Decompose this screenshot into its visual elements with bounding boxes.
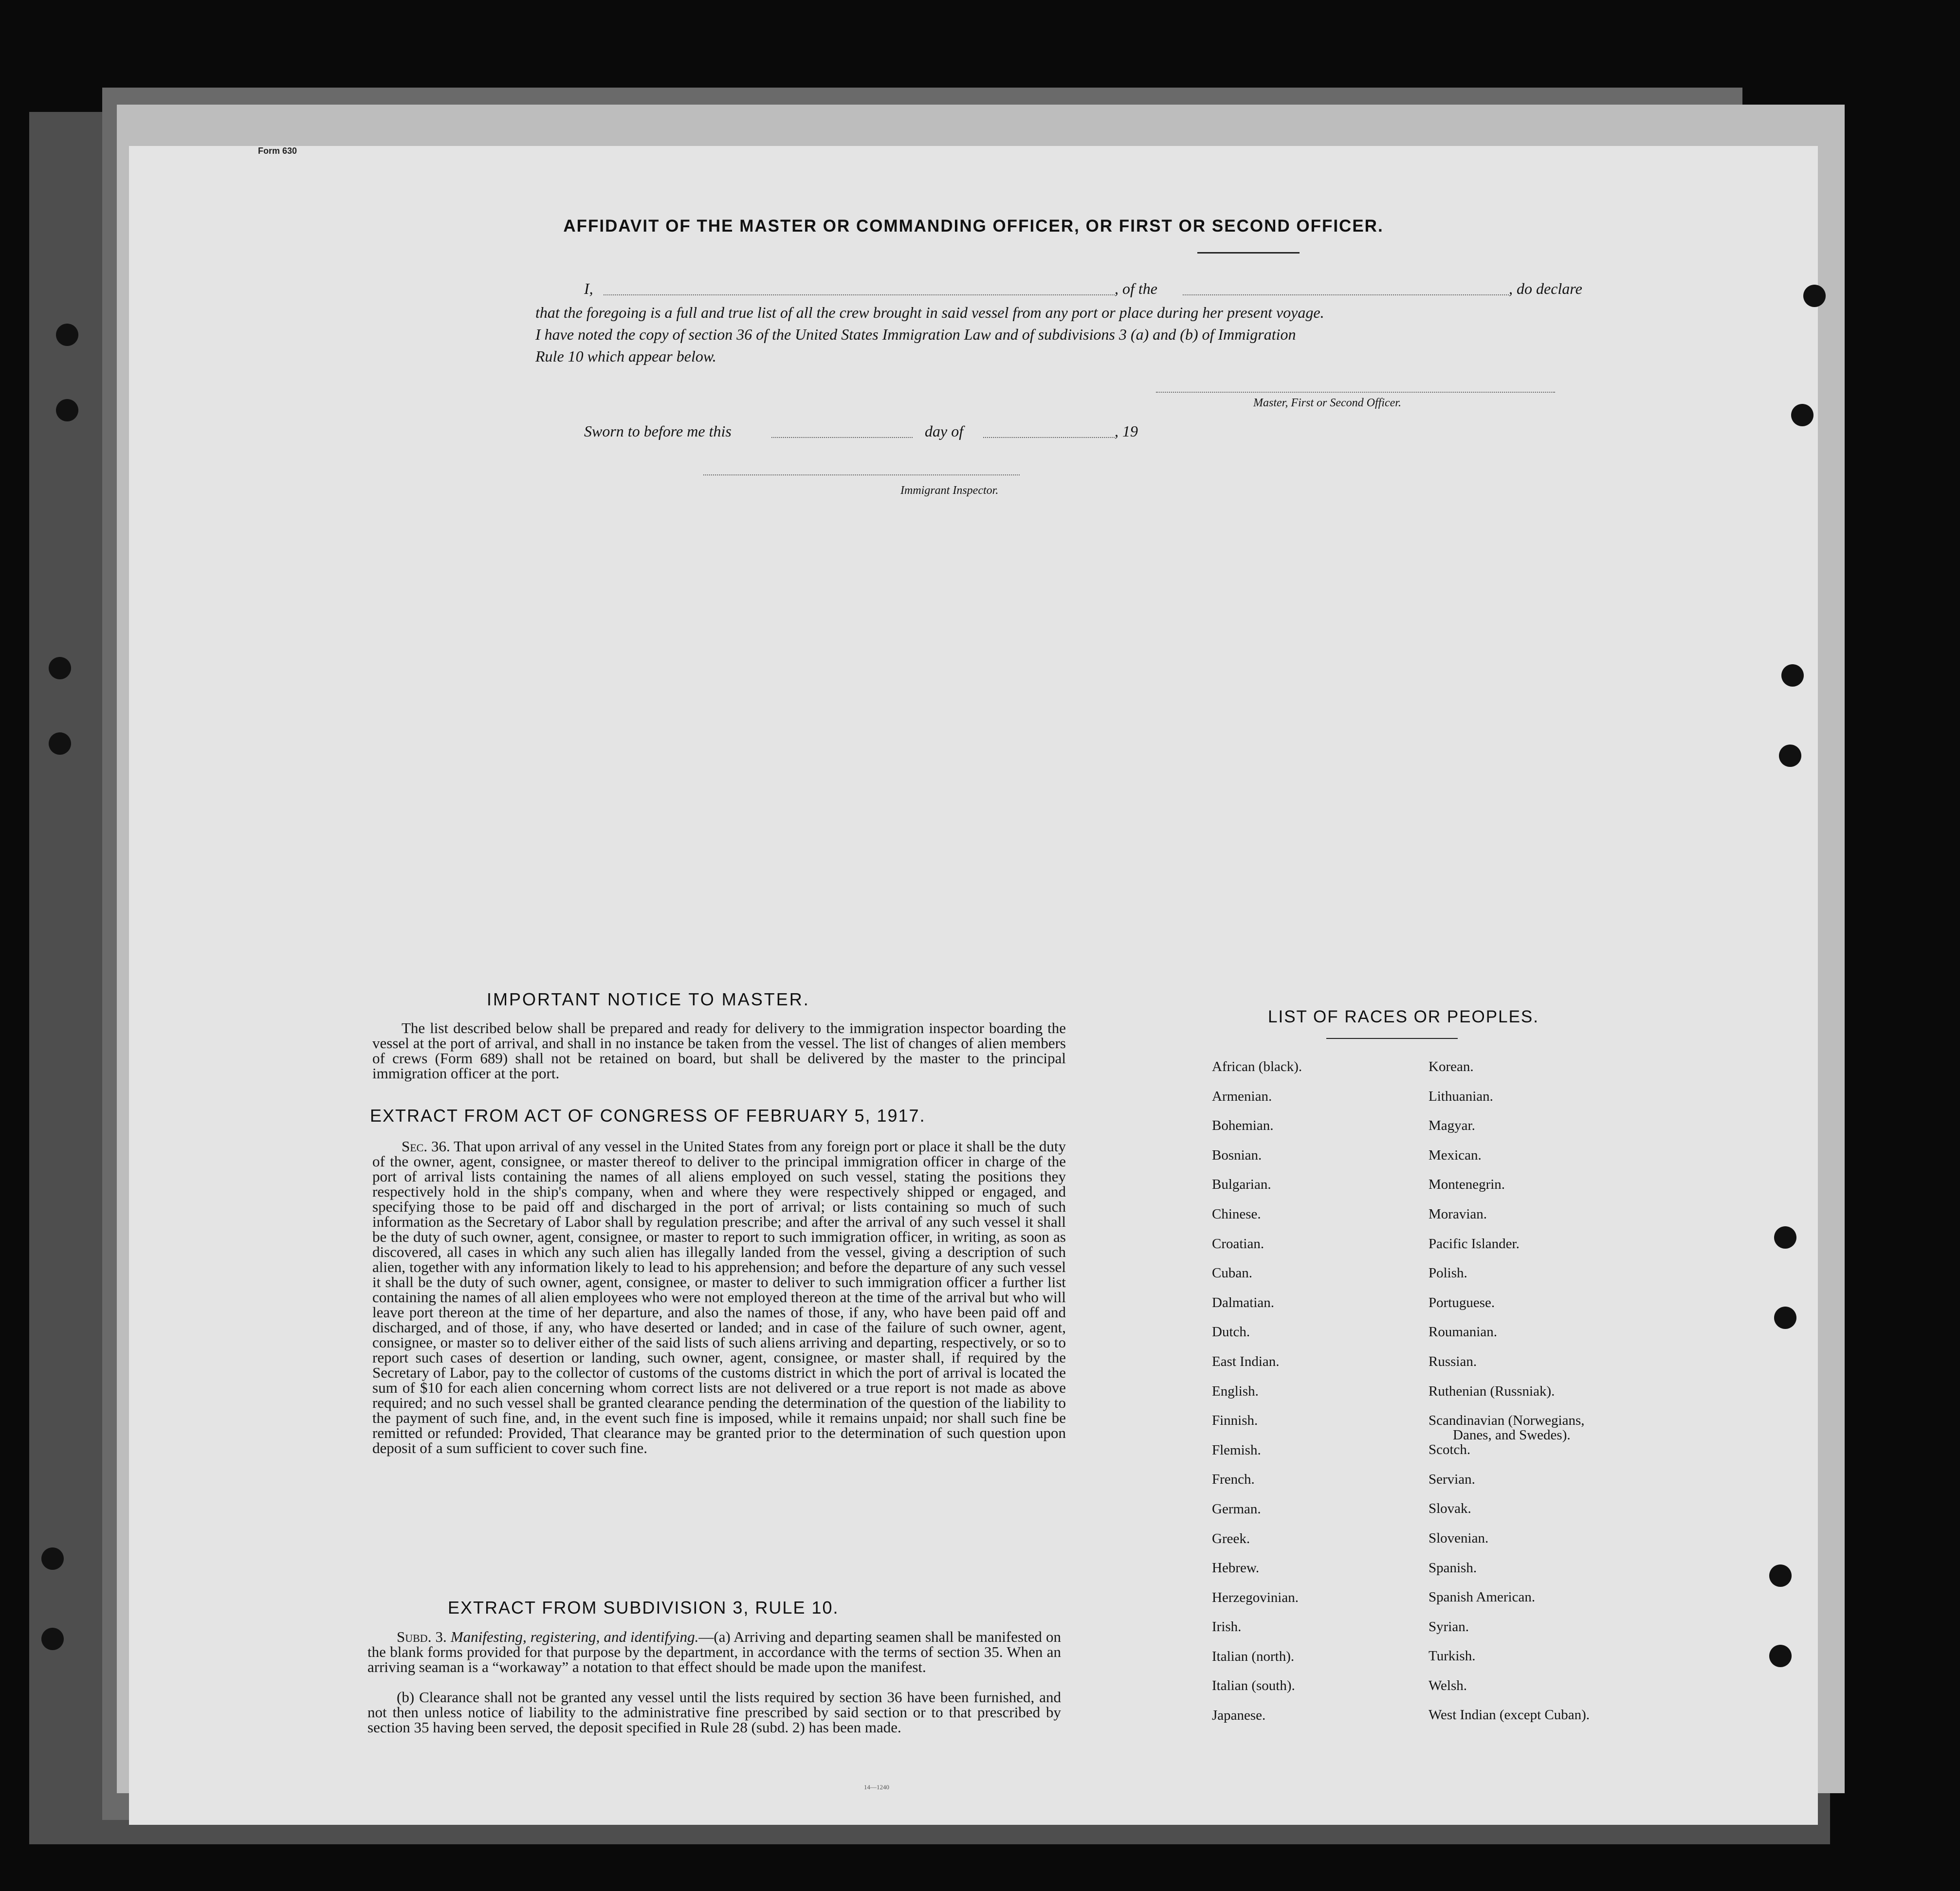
notice-body: The list described below shall be prepared and ready for delivery to the immigration inspector boarding the vessel at the port of arrival, and shall in no instance be taken from the vessel. The list of changes of alien members of crews (Form 689) shall not be retained on board, but shall be delivered by the master to the principal immigration officer at the port. bbox=[372, 1019, 1066, 1082]
race-item: Moravian. bbox=[1429, 1206, 1487, 1222]
race-item: Finnish. bbox=[1212, 1413, 1258, 1429]
race-item: Herzegovinian. bbox=[1212, 1589, 1299, 1605]
race-item: Welsh. bbox=[1429, 1677, 1467, 1693]
signature-fill-line[interactable] bbox=[1156, 392, 1555, 393]
race-item: Korean. bbox=[1429, 1059, 1474, 1074]
race-item: Servian. bbox=[1429, 1471, 1475, 1487]
races-title: LIST OF RACES OR PEOPLES. bbox=[1268, 1007, 1539, 1026]
act-extract-title: EXTRACT FROM ACT OF CONGRESS OF FEBRUARY 5, 1917. bbox=[370, 1106, 926, 1126]
race-item: Dutch. bbox=[1212, 1324, 1250, 1340]
races-column-1 bbox=[1212, 1052, 1302, 1730]
race-item: Croatian. bbox=[1212, 1236, 1264, 1252]
race-item: Dalmatian. bbox=[1212, 1294, 1275, 1310]
race-item: West Indian (except Cuban). bbox=[1429, 1707, 1590, 1723]
binder-hole bbox=[41, 1547, 64, 1570]
race-item: East Indian. bbox=[1212, 1353, 1280, 1369]
affidavit-line1-end: , do declare bbox=[1509, 280, 1582, 297]
race-item-continued: Danes, and Swedes). bbox=[1453, 1427, 1571, 1443]
affidavit-line2: that the foregoing is a full and true list of all the crew brought in said vessel from any port or place during her present voyage. bbox=[535, 304, 1324, 321]
race-item: Bohemian. bbox=[1212, 1118, 1274, 1134]
binder-hole bbox=[1781, 664, 1804, 687]
subd-label: Subd. 3. bbox=[397, 1628, 447, 1645]
affidavit-line3: I have noted the copy of section 36 of the United States Immigration Law and of subdivisions 3 (a) and (b) of Immigration bbox=[535, 326, 1296, 343]
sworn-start: Sworn to before me this bbox=[584, 422, 732, 440]
race-item: Italian (north). bbox=[1212, 1648, 1295, 1664]
binder-hole bbox=[1803, 285, 1826, 307]
race-item: Roumanian. bbox=[1429, 1324, 1497, 1340]
rule-para-b: (b) Clearance shall not be granted any vessel until the lists required by section 36 have been furnished, and not then unless notice of liability to the administrative fine prescribed by said section or to that prescribed by section 35 having been served, the deposit specified in Rule 28 (subd. 2) has been made. bbox=[367, 1689, 1061, 1736]
sworn-month-fill[interactable] bbox=[983, 437, 1115, 438]
race-item: Chinese. bbox=[1212, 1206, 1261, 1222]
race-item: Japanese. bbox=[1212, 1708, 1266, 1724]
sworn-day-fill[interactable] bbox=[771, 437, 913, 438]
race-item: Bulgarian. bbox=[1212, 1177, 1271, 1193]
section-label: Sec. 36. bbox=[402, 1138, 450, 1155]
affidavit-title: AFFIDAVIT OF THE MASTER OR COMMANDING OFFICER, OR FIRST OR SECOND OFFICER. bbox=[563, 217, 1384, 236]
binder-hole bbox=[56, 324, 78, 346]
form-number: Form 630 bbox=[258, 146, 297, 156]
race-item: Cuban. bbox=[1212, 1265, 1252, 1281]
race-item: Montenegrin. bbox=[1429, 1177, 1505, 1193]
affidavit-line4: Rule 10 which appear below. bbox=[535, 347, 716, 365]
race-item: African (black). bbox=[1212, 1059, 1302, 1074]
notice-title: IMPORTANT NOTICE TO MASTER. bbox=[487, 989, 810, 1009]
binder-hole bbox=[1769, 1564, 1792, 1587]
affidavit-form-page bbox=[129, 146, 1818, 1825]
race-item: Ruthenian (Russniak). bbox=[1429, 1383, 1555, 1399]
section-text: That upon arrival of any vessel in the United States from any foreign port or place it shall be the duty of the owner, agent, consignee, or master thereof to deliver to the principal immigration officer in charge of the port of arrival lists containing the names of all aliens employed on such vessel, stating the positions they respectively hold in the ship's company, when and where they were respectively shipped or engaged, and specifying those to be paid off and discharged in the port of arrival; or lists containing so much of such information as the Secretary of Labor shall by regulation prescribe; and after the arrival of any such vessel it shall be the duty of such owner, agent, consignee, or master to report to such immigration officer, in writing, as soon as discovered, all cases in which any such alien has illegally landed from the vessel, giving a description of such alien, together with any information likely to lead to his apprehension; and before the departure of any such vessel it shall be the duty of such owner, agent, consignee, or master to deliver to such immigration officer a further list containing the names of all alien employees who were not employed thereon at the time of the arrival but who will leave port thereon at the time of her departure, and also the names of those, if any, who have been paid off and discharged, and of those, if any, who have deserted or landed; and in case of the failure of such owner, agent, consignee, or master so to deliver either of the said lists of such aliens arriving and departing, respectively, or so to report such cases of desertion or landing, such owner, agent, consignee, or master shall, if required by the Secretary of Labor, pay to the collector of customs of the customs district in which the port of arrival is located the sum of $10 for each alien concerning whom correct lists are not delivered or a true report is not made as above required; and no such vessel shall be granted clearance pending the determination of the question of the liability to the payment of such fine, and, in the event such fine is imposed, while it remains unpaid; nor shall such fine be remitted or refunded: Provided, That clearance may be granted prior to the determination of such question upon deposit of a sum sufficient to cover such fine. bbox=[372, 1138, 1066, 1456]
race-item: Spanish. bbox=[1429, 1560, 1477, 1576]
binder-hole bbox=[49, 657, 71, 679]
race-item: Italian (south). bbox=[1212, 1678, 1295, 1694]
binder-hole bbox=[1769, 1645, 1792, 1667]
race-item: English. bbox=[1212, 1383, 1259, 1399]
sworn-mid: day of bbox=[925, 422, 964, 440]
name-fill-line[interactable] bbox=[604, 294, 1115, 295]
race-item: Spanish American. bbox=[1429, 1589, 1536, 1605]
race-item: Pacific Islander. bbox=[1429, 1236, 1520, 1252]
binder-hole bbox=[41, 1628, 64, 1650]
race-item: Mexican. bbox=[1429, 1147, 1482, 1163]
print-code: 14—1240 bbox=[864, 1783, 889, 1791]
race-item: Scotch. bbox=[1429, 1442, 1471, 1458]
binder-hole bbox=[1779, 745, 1801, 767]
act-section-36 bbox=[372, 1139, 1066, 1455]
affidavit-line1-start: I, bbox=[584, 280, 593, 297]
race-item: German. bbox=[1212, 1501, 1261, 1517]
binder-hole bbox=[1774, 1226, 1796, 1249]
race-item: Slovenian. bbox=[1429, 1530, 1489, 1546]
race-item: Scandinavian (Norwegians, bbox=[1429, 1413, 1585, 1429]
race-item: Portuguese. bbox=[1429, 1294, 1495, 1310]
race-item: Flemish. bbox=[1212, 1442, 1261, 1458]
title-underline bbox=[1197, 252, 1300, 254]
binder-hole bbox=[1791, 404, 1813, 426]
binder-hole bbox=[49, 732, 71, 755]
race-item: Bosnian. bbox=[1212, 1147, 1262, 1163]
race-item: Hebrew. bbox=[1212, 1560, 1260, 1576]
rule-extract-title: EXTRACT FROM SUBDIVISION 3, RULE 10. bbox=[448, 1598, 839, 1618]
race-item: Lithuanian. bbox=[1429, 1088, 1493, 1104]
races-title-underline bbox=[1326, 1038, 1458, 1039]
binder-hole bbox=[1774, 1307, 1796, 1329]
subd-heading: Manifesting, registering, and identifying. bbox=[450, 1628, 699, 1645]
sworn-end: , 19 bbox=[1115, 422, 1138, 440]
race-item: Slovak. bbox=[1429, 1501, 1471, 1517]
race-item: Turkish. bbox=[1429, 1648, 1476, 1664]
race-item: Irish. bbox=[1212, 1619, 1242, 1635]
inspector-label: Immigrant Inspector. bbox=[900, 484, 999, 497]
race-item: Greek. bbox=[1212, 1530, 1250, 1546]
race-item: Armenian. bbox=[1212, 1088, 1272, 1104]
races-column-2 bbox=[1429, 1052, 1590, 1730]
vessel-fill-line[interactable] bbox=[1183, 294, 1509, 295]
race-item: Polish. bbox=[1429, 1265, 1467, 1281]
rule-para-a bbox=[367, 1629, 1061, 1674]
signature-label: Master, First or Second Officer. bbox=[1253, 397, 1401, 409]
race-item: Syrian. bbox=[1429, 1618, 1469, 1635]
race-item: French. bbox=[1212, 1472, 1255, 1488]
subd-para-a: —(a) Arriving and departing seamen shall be manifested on the blank forms provided for that purpose by the department, in accordance with the terms of section 35. When an arriving seaman is a “workaway” a notation to that effect should be made upon the manifest. bbox=[367, 1628, 1061, 1675]
race-item: Russian. bbox=[1429, 1353, 1477, 1369]
affidavit-line1-mid: , of the bbox=[1115, 280, 1157, 297]
inspector-fill-line[interactable] bbox=[703, 474, 1020, 475]
binder-hole bbox=[56, 399, 78, 421]
race-item: Magyar. bbox=[1429, 1118, 1475, 1134]
